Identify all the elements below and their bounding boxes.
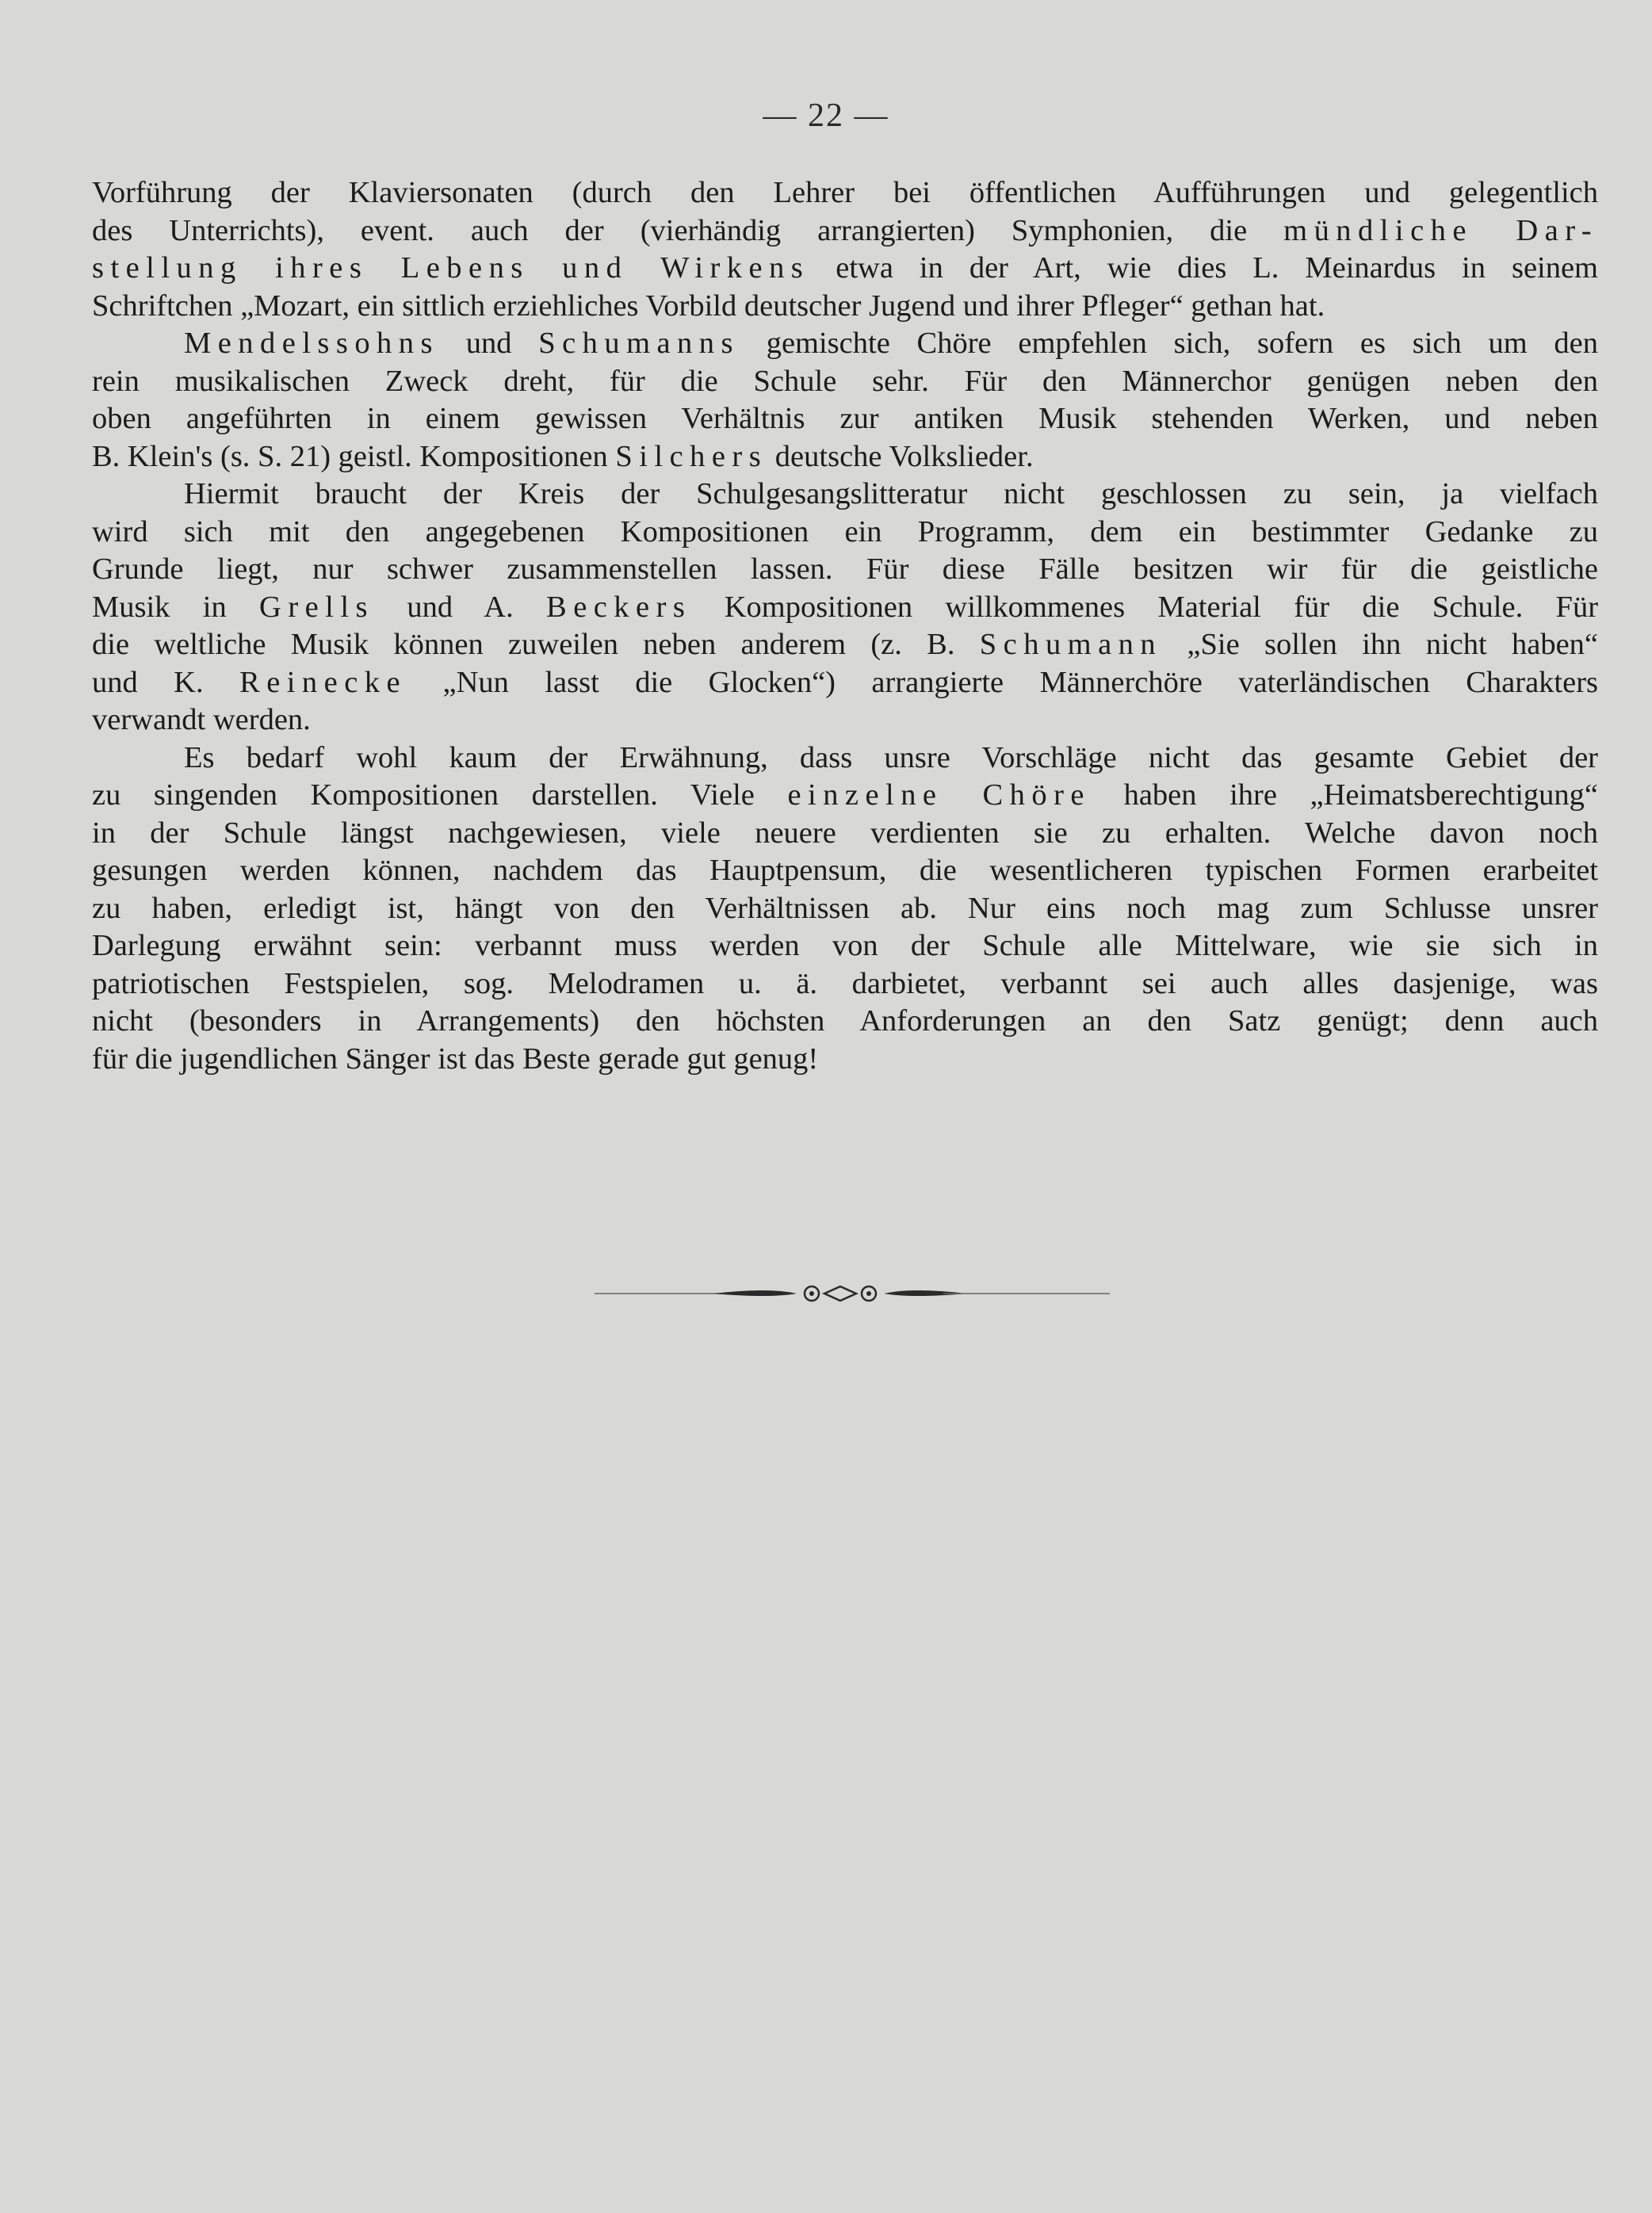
divider-dot-right: [866, 1291, 871, 1296]
spaced-text: Grells: [259, 590, 374, 624]
text-line: in der Schule längst nachgewiesen, viele neuere verdienten sie zu erhalten. Welche davon noch: [92, 816, 1598, 850]
spaced-text: mündliche Dar-: [1283, 213, 1599, 247]
text-line: gesungen werden können, nachdem das Hauptpensum, die wesentlicheren typischen Formen erarbeitet: [92, 854, 1598, 887]
spaced-text: Beckers: [546, 590, 692, 624]
spaced-text: stellung ihres Lebens und Wirkens: [92, 251, 810, 285]
spaced-text: Schumanns: [538, 327, 740, 360]
text-run: und: [465, 327, 512, 360]
text-line: wird sich mit den angegebenen Kompositionen ein Programm, dem ein bestimmter Gedanke zu: [92, 514, 1598, 548]
page-number: — 22 —: [763, 97, 889, 134]
text-run: die weltliche Musik können zuweilen neben anderem (z. B.: [92, 628, 955, 661]
text-line: oben angeführten in einem gewissen Verhältnis zur antiken Musik stehenden Werken, und neben: [92, 402, 1598, 435]
spaced-text: Reinecke: [239, 665, 407, 699]
text-line: nicht (besonders in Arrangements) den höchsten Anforderungen an den Satz genügt; denn auch: [92, 1004, 1598, 1038]
text-run: Kompositionen willkommenes Material für die Schule. Für: [724, 590, 1599, 624]
spaced-text: Silchers: [615, 439, 768, 473]
text-run: B. Klein's (s. S. 21) geistl. Kompositionen: [92, 439, 608, 473]
text-run: „Nun lasst die Glocken“) arrangierte Männerchöre vaterländischen Charakters: [442, 665, 1599, 699]
text-run: Musik in: [92, 590, 227, 624]
text-line: [92, 626, 1598, 664]
text-line: [92, 438, 1598, 476]
text-line: patriotischen Festspielen, sog. Melodramen u. ä. darbietet, verbannt sei auch alles dasjenige, was: [92, 966, 1598, 1000]
text-line: zu haben, erledigt ist, hängt von den Verhältnissen ab. Nur eins noch mag zum Schlusse unsrer: [92, 891, 1598, 925]
text-line: [92, 664, 1598, 702]
text-run: des Unterrichts), event. auch der (vierhändig arrangierten) Symphonien, die: [92, 213, 1248, 247]
text-run: gemischte Chöre empfehlen sich, sofern es sich um den: [766, 327, 1599, 360]
text-line: Es bedarf wohl kaum der Erwähnung, dass unsre Vorschläge nicht das gesamte Gebiet der: [184, 740, 1598, 774]
text-line: verwandt werden.: [92, 703, 311, 736]
text-run: haben ihre „Heimatsberechtigung“: [1123, 778, 1598, 812]
text-line: Hiermit braucht der Kreis der Schulgesangslitteratur nicht geschlossen zu sein, ja vielfach: [184, 477, 1598, 510]
text-line: Grunde liegt, nur schwer zusammenstellen lassen. Für diese Fälle besitzen wir für die geistliche: [92, 552, 1598, 586]
divider-dot-left: [809, 1291, 814, 1296]
divider-swash-left: [713, 1290, 797, 1296]
text-line: Schriftchen „Mozart, ein sittlich erziehliches Vorbild deutscher Jugend und ihrer Pfleger“ gethan hat.: [92, 289, 1325, 323]
decorative-divider: [595, 1278, 1110, 1309]
divider-diamond: [824, 1286, 856, 1301]
text-line: [92, 589, 1598, 627]
text-line: [92, 212, 1598, 250]
text-line: Vorführung der Klaviersonaten (durch den Lehrer bei öffentlichen Aufführungen und gelegentlich: [92, 176, 1598, 209]
text-run: etwa in der Art, wie dies L. Meinardus in seinem: [836, 251, 1599, 285]
spaced-text: Mendelssohns: [184, 327, 439, 360]
text-run: deutsche Volkslieder.: [774, 439, 1034, 473]
text-line: [92, 250, 1598, 288]
text-line: rein musikalischen Zweck dreht, für die Schule sehr. Für den Männerchor genügen neben den: [92, 364, 1598, 398]
spaced-text: einzelne Chöre: [787, 778, 1091, 812]
text-run: zu singenden Kompositionen darstellen. Viele: [92, 778, 755, 812]
body-text: [92, 174, 1598, 1078]
text-line: für die jugendlichen Sänger ist das Beste gerade gut genug!: [92, 1042, 819, 1076]
text-line: Darlegung erwähnt sein: verbannt muss werden von der Schule alle Mittelware, wie sie sich in: [92, 929, 1598, 962]
spaced-text: Schumann: [979, 628, 1163, 661]
text-line: [92, 325, 1598, 363]
text-line: [92, 777, 1598, 815]
text-run: und K.: [92, 665, 204, 699]
text-run: und A.: [407, 590, 514, 624]
text-run: „Sie sollen ihn nicht haben“: [1187, 628, 1599, 661]
